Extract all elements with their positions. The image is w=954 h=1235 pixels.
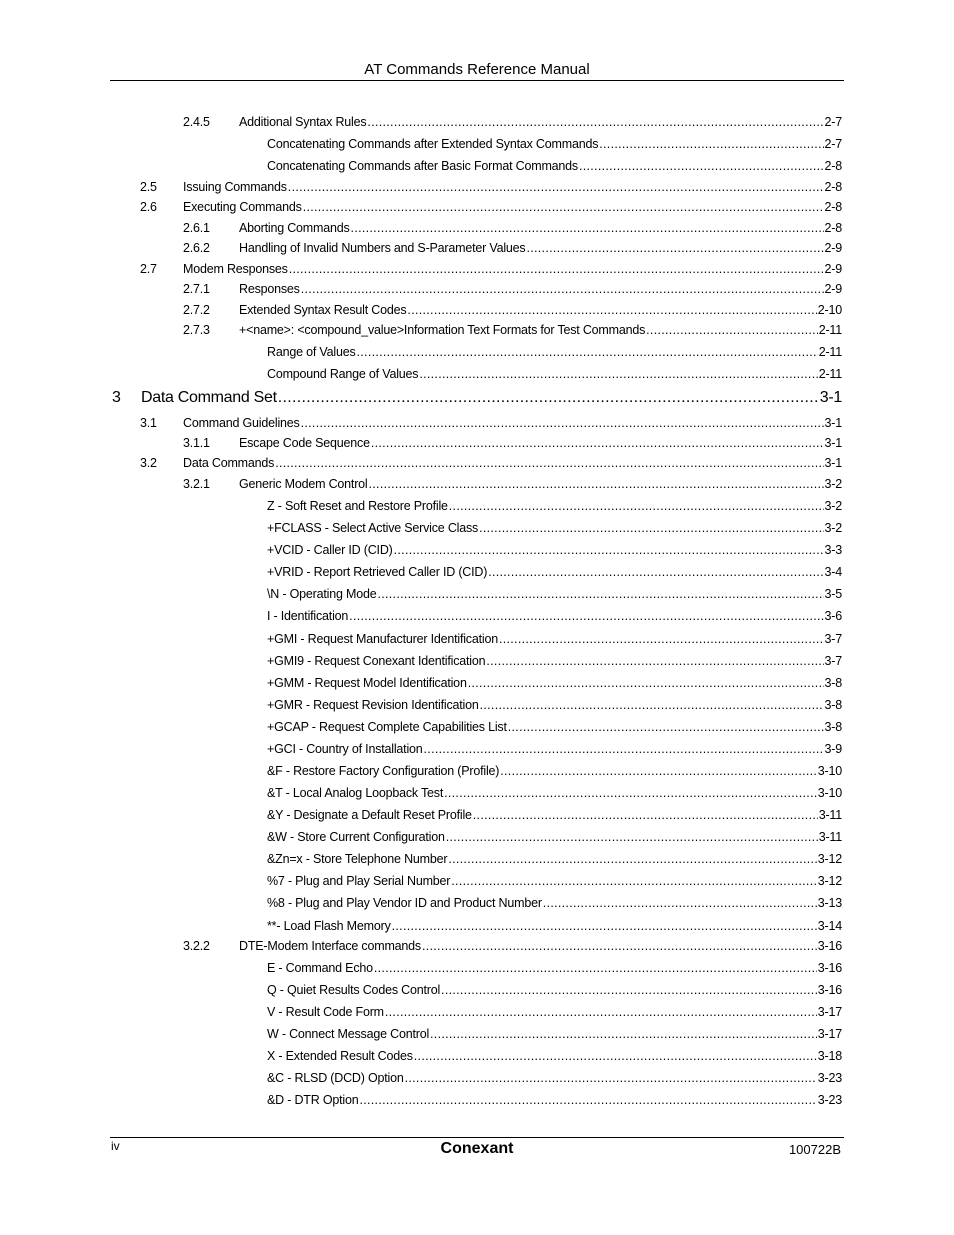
toc-section-number: 2.7.2 xyxy=(183,303,210,317)
toc-entry[interactable] xyxy=(267,719,842,735)
toc-dot-leader xyxy=(369,476,824,492)
toc-entry-title: W - Connect Message Control xyxy=(267,1027,430,1041)
toc-entry-title: +GCAP - Request Complete Capabilities List xyxy=(267,720,507,734)
toc-page-number: 3-11 xyxy=(818,808,842,822)
toc-dot-leader xyxy=(479,520,823,536)
toc-entry-title: +VRID - Report Retrieved Caller ID (CID) xyxy=(267,565,488,579)
toc-section-number: 2.6.1 xyxy=(183,221,210,235)
toc-entry-title: Modem Responses xyxy=(183,262,288,276)
toc-dot-leader xyxy=(599,136,823,152)
toc-entry[interactable] xyxy=(267,960,842,976)
toc-entry[interactable] xyxy=(267,1070,842,1086)
toc-entry[interactable] xyxy=(183,220,842,236)
toc-entry[interactable] xyxy=(183,435,842,451)
toc-dot-leader xyxy=(646,322,818,338)
footer-doc-number: 100722B xyxy=(788,1142,841,1157)
toc-entry-title: Escape Code Sequence xyxy=(239,436,370,450)
toc-entry[interactable] xyxy=(267,366,842,382)
toc-entry-title: Extended Syntax Result Codes xyxy=(239,303,407,317)
toc-dot-leader xyxy=(349,608,823,624)
toc-page-number: 3-2 xyxy=(824,477,842,491)
toc-page-number: 2-11 xyxy=(818,345,842,359)
toc-entry[interactable] xyxy=(183,240,842,256)
toc-dot-leader xyxy=(500,763,817,779)
toc-page-number: 3-7 xyxy=(824,654,842,668)
toc-page-number: 3-13 xyxy=(817,896,842,910)
toc-entry-title: DTE-Modem Interface commands xyxy=(239,939,421,953)
toc-entry-title: +<name>: <compound_value>Information Text Formats for Test Commands xyxy=(239,323,646,337)
toc-entry-title: &Zn=x - Store Telephone Number xyxy=(267,852,448,866)
toc-page-number: 3-23 xyxy=(817,1093,842,1107)
toc-section-number: 3.1.1 xyxy=(183,436,210,450)
toc-entry-title: V - Result Code Form xyxy=(267,1005,384,1019)
toc-page-number: 2-7 xyxy=(824,137,842,151)
toc-page-number: 3-9 xyxy=(824,742,842,756)
toc-dot-leader xyxy=(385,1004,817,1020)
toc-page-number: 2-9 xyxy=(824,241,842,255)
toc-dot-leader xyxy=(275,455,823,471)
footer-company: Conexant xyxy=(440,1140,514,1157)
toc-page-number: 2-11 xyxy=(818,323,842,337)
toc-dot-leader xyxy=(289,261,824,277)
toc-entry-title: +GMM - Request Model Identification xyxy=(267,676,467,690)
toc-entry[interactable] xyxy=(267,697,842,713)
toc-entry-title: Command Guidelines xyxy=(183,416,300,430)
toc-entry[interactable] xyxy=(267,807,842,823)
toc-entry[interactable] xyxy=(267,586,842,602)
toc-entry[interactable] xyxy=(183,114,842,130)
toc-page-number: 3-1 xyxy=(819,389,842,406)
toc-entry-title: %7 - Plug and Play Serial Number xyxy=(267,874,451,888)
toc-section-number: 2.7.1 xyxy=(183,282,210,296)
toc-page-number: 3-14 xyxy=(817,919,842,933)
toc-dot-leader xyxy=(499,631,824,647)
toc-page-number: 3-1 xyxy=(824,436,842,450)
toc-entry[interactable] xyxy=(183,322,842,338)
toc-page-number: 3-1 xyxy=(824,456,842,470)
toc-page-number: 3-8 xyxy=(824,698,842,712)
toc-dot-leader xyxy=(405,1070,817,1086)
toc-entry[interactable] xyxy=(183,302,842,318)
toc-entry[interactable] xyxy=(267,829,842,845)
toc-section-number: 3.2.1 xyxy=(183,477,210,491)
toc-section-number: 3.2.2 xyxy=(183,939,210,953)
toc-entry-title: +GMI9 - Request Conexant Identification xyxy=(267,654,486,668)
toc-dot-leader xyxy=(424,741,824,757)
toc-entry-title: &W - Store Current Configuration xyxy=(267,830,445,844)
toc-dot-leader xyxy=(301,415,824,431)
toc-entry-title: \N - Operating Mode xyxy=(267,587,377,601)
toc-page-number: 3-10 xyxy=(817,786,842,800)
toc-entry[interactable] xyxy=(267,608,842,624)
toc-dot-leader xyxy=(468,675,824,691)
toc-entry[interactable] xyxy=(267,1026,842,1042)
toc-entry-title: I - Identification xyxy=(267,609,349,623)
toc-section-number: 3.1 xyxy=(140,416,157,430)
toc-entry[interactable] xyxy=(267,741,842,757)
toc-page-number: 2-8 xyxy=(824,221,842,235)
toc-section-number: 2.7 xyxy=(140,262,157,276)
toc-entry-title: Concatenating Commands after Extended Syntax Commands xyxy=(267,137,599,151)
toc-entry[interactable] xyxy=(267,344,842,360)
toc-dot-leader xyxy=(526,240,823,256)
toc-dot-leader xyxy=(579,158,824,174)
toc-page-number: 3-12 xyxy=(817,874,842,888)
toc-page-number: 2-9 xyxy=(824,262,842,276)
toc-entry[interactable] xyxy=(267,520,842,536)
toc-page-number: 3-3 xyxy=(824,543,842,557)
toc-section-number: 2.7.3 xyxy=(183,323,210,337)
toc-entry-title: Aborting Commands xyxy=(239,221,350,235)
toc-entry-title: Data Commands xyxy=(183,456,275,470)
toc-page-number: 2-9 xyxy=(824,282,842,296)
toc-dot-leader xyxy=(278,388,819,408)
footer-rule xyxy=(110,1137,844,1138)
toc-dot-leader xyxy=(448,851,816,867)
toc-entry[interactable] xyxy=(267,1092,842,1108)
toc-page-number: 2-8 xyxy=(824,200,842,214)
toc-entry-title: Handling of Invalid Numbers and S-Parameter Values xyxy=(239,241,526,255)
toc-dot-leader xyxy=(414,1048,817,1064)
toc-page-number: 3-18 xyxy=(817,1049,842,1063)
page-header-title: AT Commands Reference Manual xyxy=(364,61,590,78)
toc-entry-title: +FCLASS - Select Active Service Class xyxy=(267,521,479,535)
toc-entry-title: Compound Range of Values xyxy=(267,367,419,381)
toc-entry-title: Data Command Set xyxy=(141,389,277,406)
toc-dot-leader xyxy=(451,873,817,889)
toc-section-number: 3 xyxy=(112,389,121,406)
toc-dot-leader xyxy=(407,302,816,318)
toc-page-number: 3-2 xyxy=(824,521,842,535)
toc-dot-leader xyxy=(367,114,823,130)
toc-dot-leader xyxy=(508,719,824,735)
toc-entry-title: Z - Soft Reset and Restore Profile xyxy=(267,499,448,513)
toc-section-number: 2.4.5 xyxy=(183,115,210,129)
toc-entry-title: +GCI - Country of Installation xyxy=(267,742,423,756)
toc-entry-title: Additional Syntax Rules xyxy=(239,115,367,129)
toc-dot-leader xyxy=(377,586,823,602)
toc-entry[interactable] xyxy=(267,785,842,801)
toc-page-number: 3-8 xyxy=(824,720,842,734)
toc-page-number: 3-5 xyxy=(824,587,842,601)
toc-entry[interactable] xyxy=(183,476,842,492)
toc-entry[interactable] xyxy=(267,653,842,669)
toc-dot-leader xyxy=(374,960,817,976)
toc-entry[interactable] xyxy=(267,1004,842,1020)
toc-page-number: 2-11 xyxy=(818,367,842,381)
toc-dot-leader xyxy=(419,366,817,382)
toc-dot-leader xyxy=(430,1026,817,1042)
toc-entry[interactable] xyxy=(267,873,842,889)
toc-entry-title: Responses xyxy=(239,282,300,296)
toc-entry[interactable] xyxy=(267,918,842,934)
toc-entry-title: Range of Values xyxy=(267,345,356,359)
toc-section-number: 3.2 xyxy=(140,456,157,470)
toc-entry-title: +GMI - Request Manufacturer Identification xyxy=(267,632,498,646)
toc-entry[interactable] xyxy=(267,982,842,998)
toc-entry-title: %8 - Plug and Play Vendor ID and Product Number xyxy=(267,896,542,910)
toc-page-number: 3-1 xyxy=(824,416,842,430)
toc-dot-leader xyxy=(480,697,824,713)
toc-page-number: 3-17 xyxy=(817,1005,842,1019)
toc-entry-title: E - Command Echo xyxy=(267,961,373,975)
toc-entry-title: &F - Restore Factory Configuration (Profile) xyxy=(267,764,500,778)
toc-page-number: 3-23 xyxy=(817,1071,842,1085)
toc-dot-leader xyxy=(488,564,823,580)
toc-entry-title: &T - Local Analog Loopback Test xyxy=(267,786,444,800)
toc-page-number: 3-7 xyxy=(824,632,842,646)
toc-entry-title: &D - DTR Option xyxy=(267,1093,359,1107)
toc-entry-title: X - Extended Result Codes xyxy=(267,1049,413,1063)
toc-entry[interactable] xyxy=(112,388,842,408)
toc-dot-leader xyxy=(392,918,817,934)
toc-entry[interactable] xyxy=(140,415,842,431)
toc-entry-title: +GMR - Request Revision Identification xyxy=(267,698,479,712)
toc-page-number: 3-17 xyxy=(817,1027,842,1041)
toc-dot-leader xyxy=(422,938,817,954)
toc-page-number: 3-16 xyxy=(817,939,842,953)
toc-dot-leader xyxy=(444,785,817,801)
toc-page-number: 2-8 xyxy=(824,159,842,173)
toc-page-number: 2-10 xyxy=(817,303,842,317)
toc-page-number: 2-8 xyxy=(824,180,842,194)
toc-dot-leader xyxy=(288,179,824,195)
toc-entry[interactable] xyxy=(267,1048,842,1064)
toc-entry-title: &C - RLSD (DCD) Option xyxy=(267,1071,404,1085)
toc-dot-leader xyxy=(543,895,817,911)
footer-page-number: iv xyxy=(111,1139,120,1153)
toc-entry[interactable] xyxy=(140,179,842,195)
toc-section-number: 2.6.2 xyxy=(183,241,210,255)
toc-entry[interactable] xyxy=(267,763,842,779)
toc-entry-title: Generic Modem Control xyxy=(239,477,368,491)
toc-entry-title: Q - Quiet Results Codes Control xyxy=(267,983,441,997)
toc-section-number: 2.6 xyxy=(140,200,157,214)
toc-dot-leader xyxy=(371,435,824,451)
toc-entry[interactable] xyxy=(140,261,842,277)
toc-entry[interactable] xyxy=(267,498,842,514)
toc-page-number: 3-11 xyxy=(818,830,842,844)
toc-entry-title: &Y - Designate a Default Reset Profile xyxy=(267,808,472,822)
toc-entry[interactable] xyxy=(267,631,842,647)
toc-page-number: 3-6 xyxy=(824,609,842,623)
toc-dot-leader xyxy=(486,653,823,669)
toc-entry-title: Concatenating Commands after Basic Format Commands xyxy=(267,159,578,173)
toc-entry[interactable] xyxy=(267,136,842,152)
toc-page-number: 3-12 xyxy=(817,852,842,866)
toc-dot-leader xyxy=(359,1092,816,1108)
toc-dot-leader xyxy=(303,199,824,215)
toc-page-number: 3-16 xyxy=(817,961,842,975)
toc-dot-leader xyxy=(449,498,824,514)
toc-dot-leader xyxy=(351,220,824,236)
toc-entry[interactable] xyxy=(267,675,842,691)
toc-entry[interactable] xyxy=(140,455,842,471)
toc-dot-leader xyxy=(473,807,818,823)
toc-dot-leader xyxy=(446,829,818,845)
toc-page-number: 3-10 xyxy=(817,764,842,778)
toc-dot-leader xyxy=(394,542,824,558)
toc-entry[interactable] xyxy=(267,158,842,174)
toc-page-number: 3-2 xyxy=(824,499,842,513)
toc-dot-leader xyxy=(301,281,824,297)
toc-page-number: 2-7 xyxy=(824,115,842,129)
toc-entry-title: **- Load Flash Memory xyxy=(267,919,391,933)
toc-entry-title: +VCID - Caller ID (CID) xyxy=(267,543,393,557)
toc-entry[interactable] xyxy=(267,542,842,558)
toc-entry[interactable] xyxy=(183,281,842,297)
toc-dot-leader xyxy=(441,982,817,998)
toc-entry-title: Executing Commands xyxy=(183,200,302,214)
toc-dot-leader xyxy=(357,344,818,360)
toc-page-number: 3-4 xyxy=(824,565,842,579)
toc-section-number: 2.5 xyxy=(140,180,157,194)
toc-page-number: 3-8 xyxy=(824,676,842,690)
toc-entry[interactable] xyxy=(267,895,842,911)
toc-entry[interactable] xyxy=(267,564,842,580)
toc-entry[interactable] xyxy=(183,938,842,954)
toc-page-number: 3-16 xyxy=(817,983,842,997)
toc-entry[interactable] xyxy=(140,199,842,215)
toc-entry-title: Issuing Commands xyxy=(183,180,287,194)
toc-entry[interactable] xyxy=(267,851,842,867)
